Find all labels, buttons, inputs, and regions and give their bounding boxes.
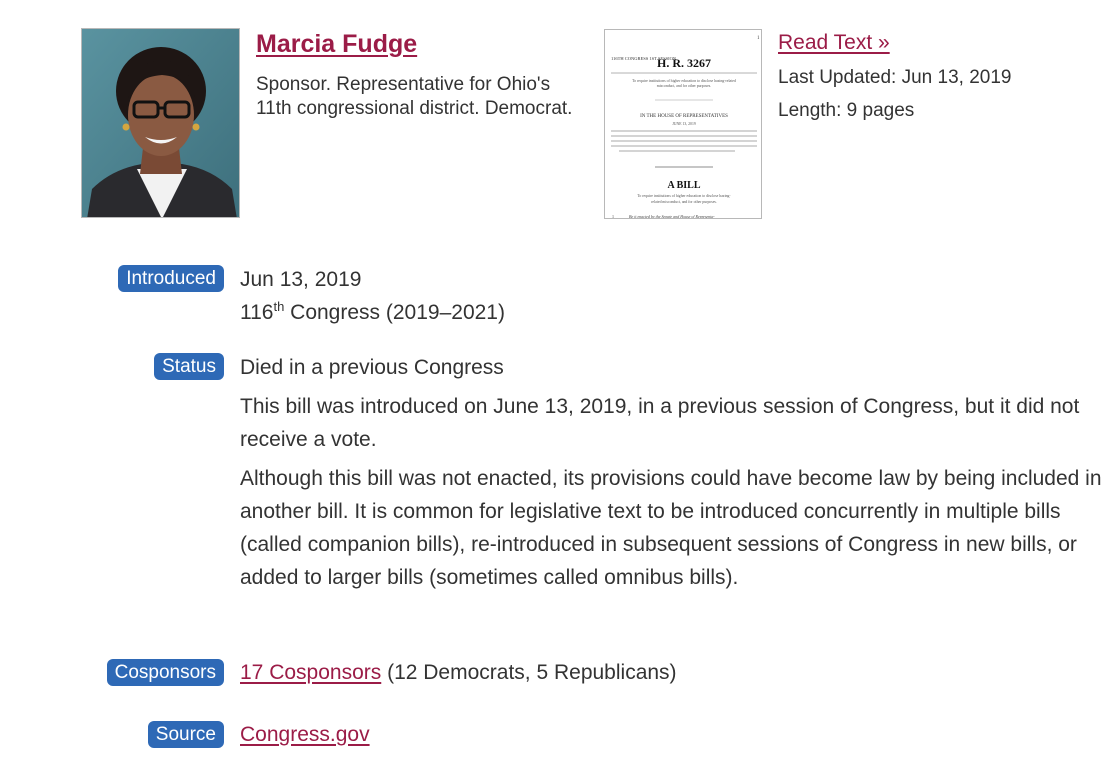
svg-text:1: 1 xyxy=(612,214,614,219)
cosponsors-breakdown: (12 Democrats, 5 Republicans) xyxy=(381,661,677,684)
svg-text:misconduct, and for other purp: misconduct, and for other purposes. xyxy=(656,84,712,88)
congress-years: Congress (2019–2021) xyxy=(284,301,505,324)
bill-document-icon xyxy=(605,30,762,219)
source-value xyxy=(240,718,1102,751)
svg-text:Be it enacted by the Senate an: Be it enacted by the Senate and House of Representa- xyxy=(629,214,715,219)
svg-text:1: 1 xyxy=(757,36,760,41)
cosponsors-value xyxy=(240,656,1102,689)
introduced-date: Jun 13, 2019 xyxy=(240,268,362,291)
sponsor-info xyxy=(256,30,586,121)
status-note: Although this bill was not enacted, its provisions could have become law by being included in another bill. It is common for legislative text to be introduced concurrently in multiple bills (called companion bills), re-introduced in subsequent sessions of Congress in new bills, or added to larger bills (sometimes called omnibus bills). xyxy=(240,467,1102,589)
text-length: Length: 9 pages xyxy=(778,100,915,121)
bill-text-info xyxy=(778,31,1098,127)
cosponsors-label: Cosponsors xyxy=(107,659,224,686)
status-explanation: This bill was introduced on June 13, 2019, in a previous session of Congress, but it did not receive a vote. xyxy=(240,395,1080,451)
last-updated: Last Updated: Jun 13, 2019 xyxy=(778,67,1012,88)
sponsor-name-link[interactable]: Marcia Fudge xyxy=(256,30,418,58)
status-label: Status xyxy=(154,353,224,380)
introduced-label: Introduced xyxy=(118,265,224,292)
svg-text:H. R. 3267: H. R. 3267 xyxy=(657,56,711,70)
svg-text:116TH CONGRESS 1ST SESSION: 116TH CONGRESS 1ST SESSION xyxy=(611,56,677,61)
sponsor-description: Sponsor. Representative for Ohio's 11th congressional district. Democrat. xyxy=(256,74,573,119)
sponsor-photo[interactable] xyxy=(81,28,240,218)
svg-text:IN THE HOUSE OF REPRESENTATIVE: IN THE HOUSE OF REPRESENTATIVES xyxy=(640,114,728,119)
portrait-image xyxy=(82,29,240,218)
svg-text:To require institutions of hig: To require institutions of higher education to disclose hazing- xyxy=(637,194,731,198)
bill-text-thumbnail[interactable] xyxy=(604,29,762,219)
status-text: Died in a previous Congress xyxy=(240,356,504,379)
status-value xyxy=(240,351,1102,600)
svg-text:JUNE 13, 2019: JUNE 13, 2019 xyxy=(672,122,696,126)
congress-suffix: th xyxy=(273,299,285,314)
cosponsors-link[interactable]: 17 Cosponsors xyxy=(240,661,382,684)
read-text-link[interactable]: Read Text » xyxy=(778,31,890,54)
source-label: Source xyxy=(148,721,224,748)
svg-text:To require institutions of hig: To require institutions of higher education to disclose hazing-related xyxy=(632,79,736,83)
svg-text:related misconduct, and for ot: related misconduct, and for other purposes. xyxy=(651,200,717,204)
svg-text:A BILL: A BILL xyxy=(667,180,701,191)
congress-session xyxy=(240,296,1102,329)
congress-number: 116 xyxy=(240,301,274,324)
introduced-value xyxy=(240,263,1102,329)
source-link[interactable]: Congress.gov xyxy=(240,723,370,746)
